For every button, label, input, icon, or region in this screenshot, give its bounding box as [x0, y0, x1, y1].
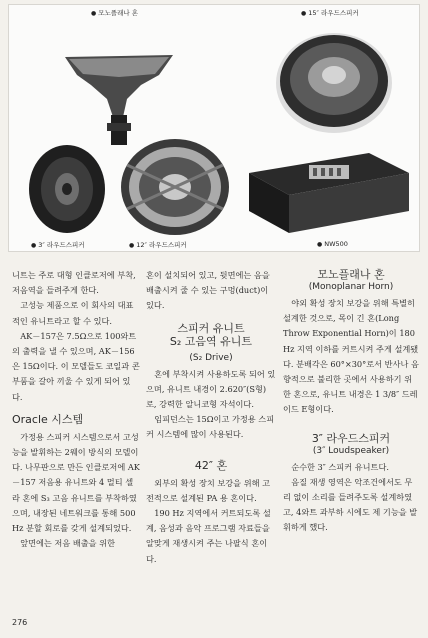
subheading-s2-drive: (S₂ Drive) [189, 352, 233, 363]
loudspeaker-3-image [29, 145, 105, 233]
heading-oracle-system: Oracle 시스템 [12, 412, 84, 426]
paragraph: 순수한 3″ 스피커 유니트다. [291, 461, 389, 472]
caption-nw500: ● NW500 [317, 240, 348, 248]
nw500-image [249, 153, 409, 233]
heading-42-horn: 42″ 혼 [194, 458, 228, 472]
paragraph: 고성능 제품으로 이 회사의 대표적인 유니트라고 할 수 있다. [12, 300, 134, 326]
paragraph: 혼이 설치되어 있고, 뒷면에는 음을 배출시켜 줄 수 있는 구멍(duct)이 있다. [146, 270, 270, 311]
page-number: 276 [12, 618, 28, 627]
caption-loudspeaker-12: ● 12″ 라우드스피커 [129, 240, 187, 249]
photo-panel [8, 4, 420, 252]
heading-monoplanar-horn: 모노플래나 혼 [317, 268, 385, 281]
paragraph: 190 Hz 지역에서 커트되도록 설계, 음성과 음악 프로그램 자료들을 알맞게 재생시켜 주는 나팔식 혼이다. [146, 508, 271, 564]
text-column-2 [146, 268, 276, 567]
paragraph: 가정용 스피커 시스템으로서 고성능을 발휘하는 2웨이 방식의 모델이다. 나무판으로 만든 인클로저에 AK－157 저음용 유니트와 4 멀티 셀라 혼에 S₃ 고음 유니트를 부착하였으며, 내장된 네트워크를 통해 500 Hz 분할 회로를 갖게 설계되었다. [12, 431, 140, 534]
paragraph: 니트는 주로 대형 인클로저에 부착, 저음역을 들려주게 한다. [12, 270, 136, 296]
paragraph: 앞면에는 저음 배출을 위한 [20, 538, 115, 549]
mono-horn-image [65, 55, 173, 145]
paragraph: 외부의 확성 장치 보강을 위해 고전적으로 설계된 PA 용 혼이다. [146, 477, 271, 503]
paragraph: 혼에 부착시켜 사용하도록 되어 있으며, 유니트 내경이 2.620″(S형)로, 강력한 알니코형 자석이다. [146, 368, 276, 410]
heading-s2-unit: S₂ 고음역 유니트 [169, 334, 253, 348]
text-column-3 [283, 268, 419, 536]
loudspeaker-12-image [121, 139, 229, 235]
subheading-monoplanar-horn: (Monoplanar Horn) [308, 282, 394, 292]
speaker-photos [9, 5, 419, 251]
subheading-3-loudspeaker: (3″ Loudspeaker) [312, 445, 390, 456]
caption-loudspeaker-3: ● 3″ 라우드스피커 [31, 240, 85, 249]
heading-3-loudspeaker: 3″ 라우드스피커 [311, 431, 391, 445]
heading-speaker-unit: 스피커 유니트 [177, 321, 245, 335]
text-column-1 [12, 268, 140, 551]
caption-loudspeaker-15: ● 15″ 라우드스피커 [301, 8, 359, 17]
paragraph: 야외 확성 장치 보강을 위해 특별히 설계한 것으로, 목이 긴 혼(Long Throw Exponential Horn)이 180 Hz 지역 이하를 커트시켜 주게 설계됐다. 분배각은 60°×30°로서 반사나 음향적으로 불리한 곳에서 사용하기 위한 혼으로, 유니트 내경은 1 3/8″ 드레이드 E형이다. [283, 298, 419, 415]
caption-mono-horn: ● 모노플래나 혼 [91, 8, 138, 17]
paragraph: 임피던스는 15Ω이고 가정용 스피커 시스템에 많이 사용된다. [146, 414, 275, 440]
paragraph: 음질 재생 영역은 악조건에서도 무리 없이 소리를 들려주도록 설계하였고, 4와트 과부하 시에도 제 기능을 발휘하게 했다. [283, 476, 418, 533]
loudspeaker-15-image [276, 33, 392, 133]
paragraph: AK－157은 7.5Ω으로 100와트의 출력을 낼 수 있으며, AK－156은 15Ω이다. 이 모델들도 코일과 콘 부품을 갈아 끼울 수 있게 되어 있다. [12, 330, 140, 402]
